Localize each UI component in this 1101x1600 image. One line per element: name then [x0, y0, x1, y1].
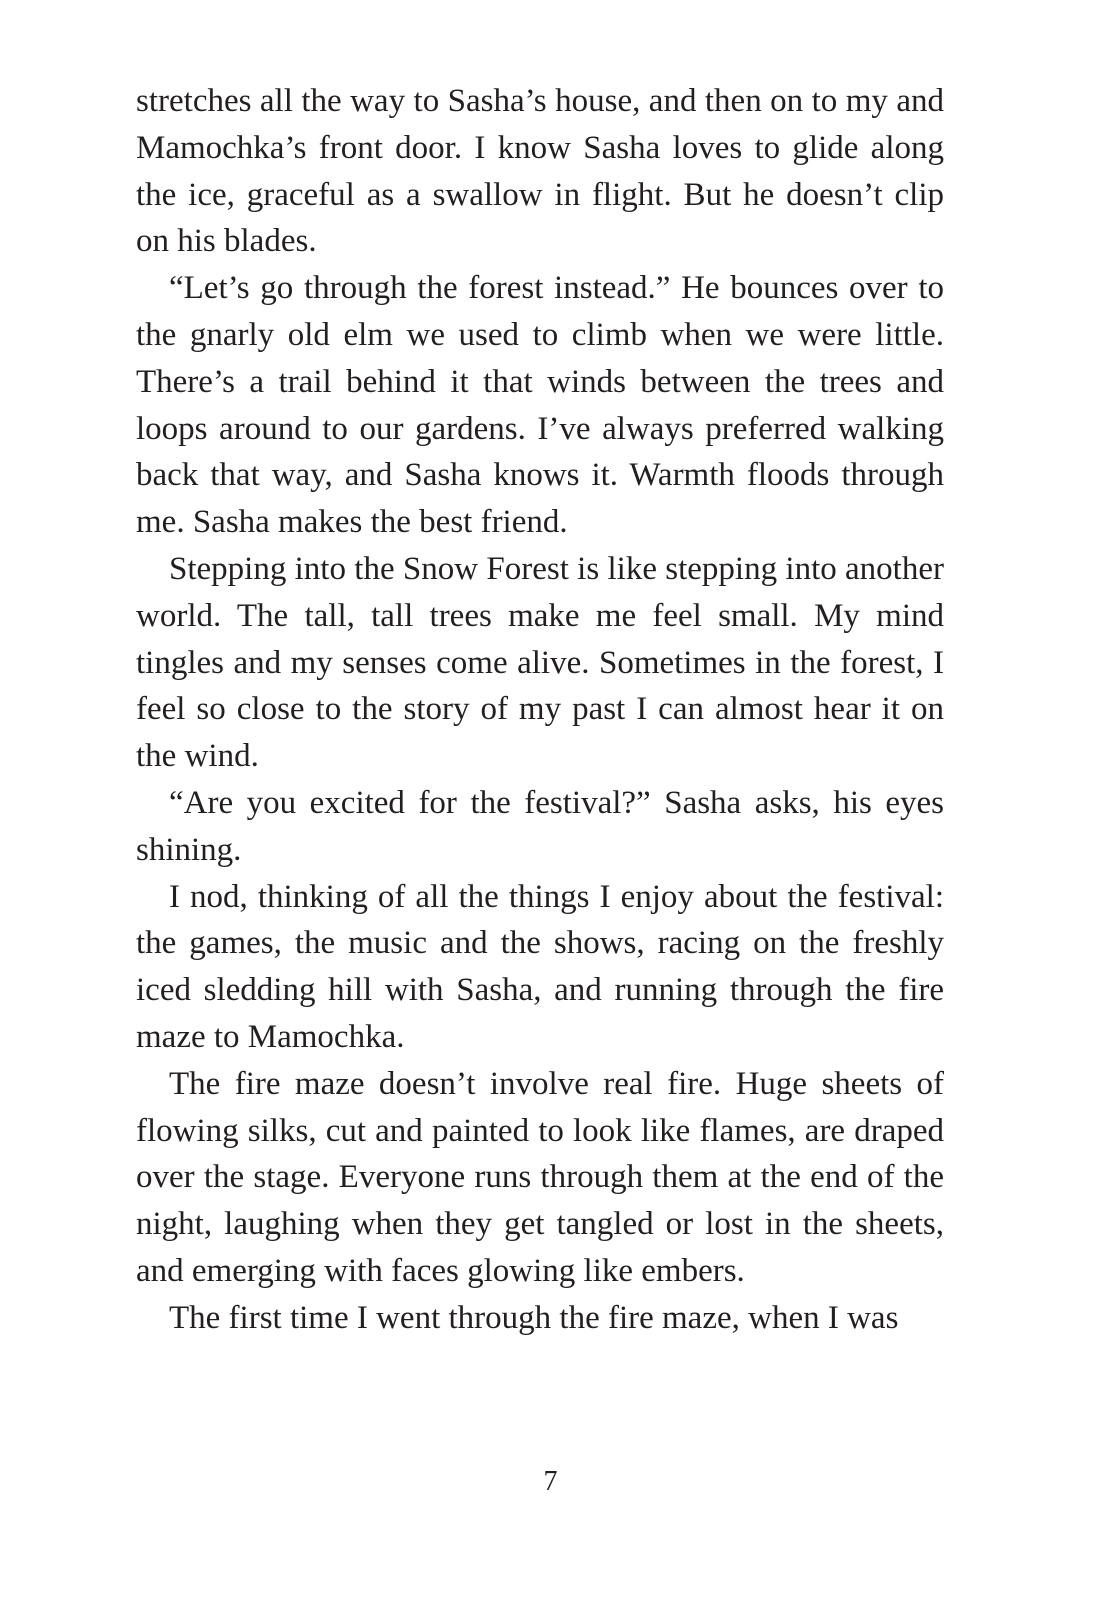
- paragraph: “Are you excited for the festival?” Sasha asks, his eyes shining.: [136, 784, 944, 868]
- paragraph: I nod, thinking of all the things I enjoy about the festival: the games, the music and the shows, racing on the freshly iced sledding hill with Sasha, and running through the fire maze to Mamochka.: [136, 878, 944, 1055]
- page-number: 7: [543, 1466, 558, 1497]
- paragraph: Stepping into the Snow Forest is like stepping into another world. The tall, tall trees make me feel small. My mind tingles and my senses come alive. Sometimes in the forest, I feel so close to the story of my past I can almost hear it on the wind.: [136, 550, 944, 775]
- paragraph: The first time I went through the fire maze, when I was: [169, 1299, 899, 1336]
- paragraph: stretches all the way to Sasha’s house, and then on to my and Mamochka’s front door. I know Sasha loves to glide along the ice, graceful as a swallow in flight. But he doesn’t clip on his blades.: [136, 83, 944, 260]
- body-text: [136, 78, 944, 1342]
- paragraph: The fire maze doesn’t involve real fire. Huge sheets of flowing silks, cut and painted to look like flames, are draped over the stage. Everyone runs through them at the end of the night, laughing when they get tangled or lost in the sheets, and emerging with faces glowing like embers.: [136, 1065, 944, 1289]
- paragraph: “Let’s go through the forest instead.” He bounces over to the gnarly old elm we used to climb when we were little. There’s a trail behind it that winds between the trees and loops around to our gardens. I’ve always preferred walking back that way, and Sasha knows it. Warmth floods through me. Sasha makes the best friend.: [136, 270, 944, 541]
